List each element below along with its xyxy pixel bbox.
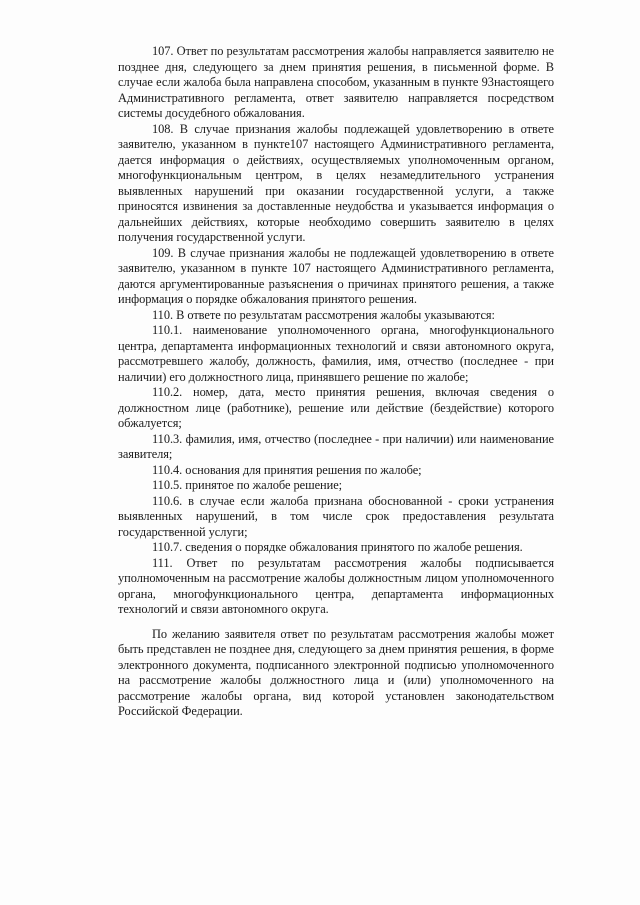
paragraph-110: 110. В ответе по результатам рассмотрения жалобы указываются: [152, 307, 495, 322]
paragraph-108: 108. В случае признания жалобы подлежащей удовлетворению в ответе заявителю, указанном в пункте107 настоящего Административного регламента, дается информация о действиях, осуществляемых уполномоченным органом, многофункциональным центром, в целях незамедлительного устранения выявленных нарушений при оказании государственной услуги, а также приносятся извинения за доставленные неудобства и указывается информация о дальнейших действиях, которые необходимо совершить заявителю в целях получения государственной услуги. [118, 121, 554, 244]
paragraph-110-6: 110.6. в случае если жалоба признана обоснованной - сроки устранения выявленных нарушений, в том числе срок предоставления результата государственной услуги; [118, 493, 554, 539]
paragraph-110-3: 110.3. фамилия, имя, отчество (последнее - при наличии) или наименование заявителя; [118, 431, 554, 461]
paragraph-110-4: 110.4. основания для принятия решения по жалобе; [152, 462, 422, 477]
paragraph-110-2: 110.2. номер, дата, место принятия решения, включая сведения о должностном лице (работнике), решение или действие (бездействие) которого обжалуется; [118, 385, 554, 430]
paragraph-electronic-response: По желанию заявителя ответ по результатам рассмотрения жалобы может быть представлен не позднее дня, следующего за днем принятия решения, в форме электронного документа, подписанного электронной подписью уполномоченного на рассмотрение жалобы должностного лица и (или) уполномоченного на рассмотрение жалобы органа, вид которой установлен законодательством Российской Федерации. [118, 626, 554, 718]
paragraph-111: 111. Ответ по результатам рассмотрения жалобы подписывается уполномоченным на рассмотрение жалобы должностным лицом уполномоченного органа, многофункционального центра, департамента информационных технологий и связи автономного округа. [118, 555, 554, 616]
paragraph-110-7: 110.7. сведения о порядке обжалования принятого по жалобе решения. [152, 540, 523, 554]
paragraph-110-1: 110.1. наименование уполномоченного органа, многофункционального центра, департамента информационных технологий и связи автономного округа, рассмотревшего жалобу, должность, фамилия, имя, отчество (последнее - при наличии) его должностного лица, принявшего решение по жалобе; [118, 323, 554, 384]
document-body [118, 44, 554, 720]
paragraph-110-5: 110.5. принятое по жалобе решение; [152, 478, 343, 492]
paragraph-107: 107. Ответ по результатам рассмотрения жалобы направляется заявителю не позднее дня, следующего за днем принятия решения, в письменной форме. В случае если жалоба была направлена способом, указанным в пункте 93настоящего Административного регламента, ответ заявителю направляется посредством системы досудебного обжалования. [118, 44, 554, 120]
paragraph-109: 109. В случае признания жалобы не подлежащей удовлетворению в ответе заявителю, указанном в пункте 107 настоящего Административного регламента, даются аргументированные разъяснения о причинах принятого решения, а также информация о порядке обжалования принятого решения. [118, 245, 554, 306]
